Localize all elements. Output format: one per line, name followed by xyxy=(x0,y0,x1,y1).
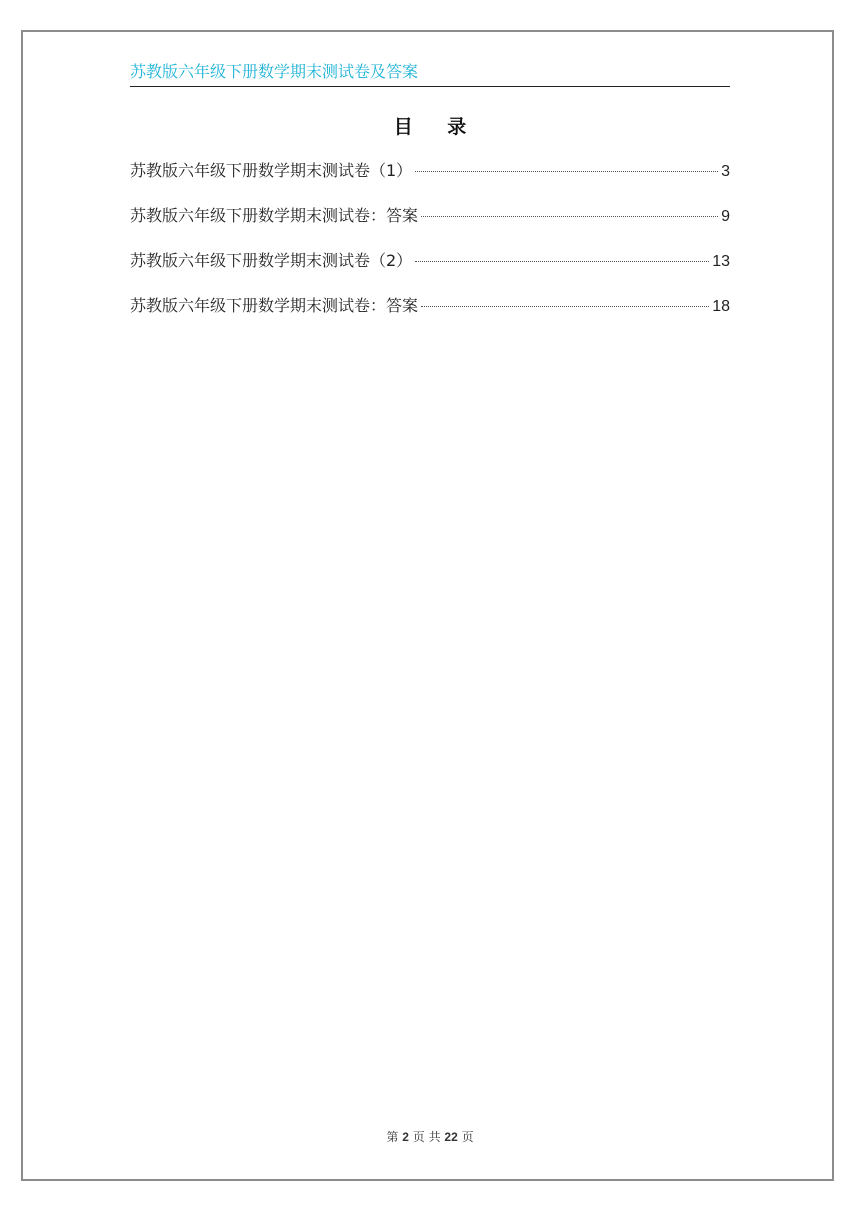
toc-entry-page-number[interactable]: 3 xyxy=(721,163,730,180)
toc-entry-title[interactable]: 苏教版六年级下册数学期末测试卷（1） xyxy=(130,161,413,180)
table-of-contents xyxy=(130,158,730,338)
footer-suffix: 页 xyxy=(461,1130,474,1144)
toc-entry-page-number[interactable]: 9 xyxy=(721,208,730,225)
toc-entry[interactable] xyxy=(130,203,730,248)
toc-heading: 目 录 xyxy=(393,116,481,138)
toc-entry-page-number[interactable]: 18 xyxy=(712,298,730,315)
footer-total-pages: 22 xyxy=(444,1130,458,1144)
page-footer xyxy=(0,1128,860,1146)
toc-entry[interactable] xyxy=(130,158,730,203)
footer-middle: 页 共 xyxy=(412,1130,441,1144)
toc-entry-page-number[interactable]: 13 xyxy=(712,253,730,270)
header-divider xyxy=(130,86,730,87)
toc-entry[interactable] xyxy=(130,293,730,338)
footer-prefix: 第 xyxy=(386,1130,399,1144)
toc-dot-leader xyxy=(421,305,709,307)
toc-dot-leader xyxy=(421,215,718,217)
toc-entry-title[interactable]: 苏教版六年级下册数学期末测试卷（2） xyxy=(130,251,413,270)
footer-current-page: 2 xyxy=(402,1130,409,1144)
toc-entry[interactable] xyxy=(130,248,730,293)
document-header-title: 苏教版六年级下册数学期末测试卷及答案 xyxy=(130,62,419,81)
toc-dot-leader xyxy=(415,170,718,172)
toc-entry-title[interactable]: 苏教版六年级下册数学期末测试卷：答案 xyxy=(130,206,419,225)
toc-dot-leader xyxy=(415,260,709,262)
toc-entry-title[interactable]: 苏教版六年级下册数学期末测试卷：答案 xyxy=(130,296,419,315)
